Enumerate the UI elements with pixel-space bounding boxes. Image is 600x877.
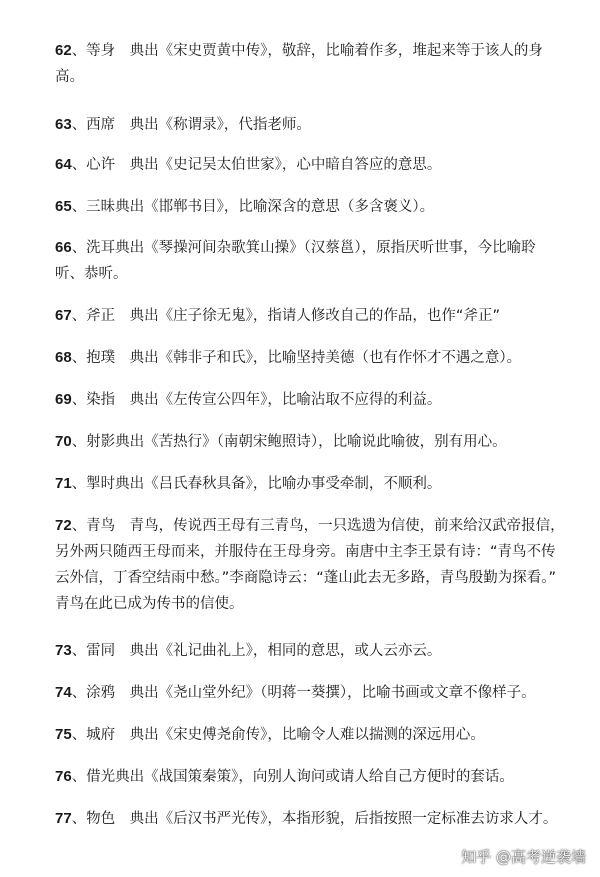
entry-text: 、三昧典出《邯郸书目》，比喻深含的意思（多含褒义）。 (71, 199, 435, 215)
entry-text: 、染指 典出《左传宣公四年》，比喻沾取不应得的利益。 (71, 392, 442, 408)
entry-62 (55, 38, 555, 90)
entry-line (55, 513, 565, 539)
entry-number: 67 (55, 307, 72, 324)
entry-line (55, 764, 555, 790)
entry-line (55, 235, 555, 261)
entry-text: 、抱璞 典出《韩非子和氏》，比喻坚持美德（也有作怀才不遇之意）。 (71, 350, 522, 366)
entry-text: 、雷同 典出《礼记曲礼上》，相同的意思，或人云亦云。 (71, 643, 442, 659)
entry-line (55, 345, 555, 371)
entry-number: 73 (55, 642, 72, 659)
entry-line (55, 429, 555, 455)
entry-line (55, 387, 555, 413)
entry-text: 、心许 典出《史记吴太伯世家》，心中暗自答应的意思。 (71, 157, 442, 173)
entry-70 (55, 429, 555, 455)
entry-text: 青鸟在此已成为传书的信使。 (55, 596, 244, 612)
entry-73 (55, 638, 555, 664)
entry-number: 76 (55, 768, 72, 785)
entry-number: 68 (55, 349, 72, 366)
entry-text: 、等身 典出《宋史贾黄中传》，敬辞，比喻着作多，堆起来等于该人的身 (71, 43, 543, 59)
entry-text: 、城府 典出《宋史傅尧俞传》，比喻令人难以揣测的深远用心。 (71, 727, 485, 743)
entry-line (55, 680, 555, 706)
entry-number: 72 (55, 517, 72, 534)
entry-text: 、西席 典出《称谓录》，代指老师。 (71, 117, 311, 133)
entry-number: 65 (55, 198, 72, 215)
entry-number: 74 (55, 684, 72, 701)
entry-69 (55, 387, 555, 413)
entry-number: 63 (55, 116, 72, 133)
entry-text: 、掣时典出《吕氏春秋具备》，比喻办事受牵制，不顺利。 (71, 476, 442, 492)
entry-65 (55, 194, 555, 220)
entry-text: 听、恭听。 (55, 266, 128, 282)
entry-text: 、涂鸦 典出《尧山堂外纪》（明蒋一葵撰），比喻书画或文章不像样子。 (71, 685, 536, 701)
entry-72 (55, 513, 565, 617)
entry-text: 另外两只随西王母而来，并服侍在王母身旁。南唐中主李王景有诗：“青鸟不传 (55, 544, 556, 560)
entry-text: 、物色 典出《后汉书严光传》，本指形貌，后指按照一定标准去访求人才。 (71, 811, 558, 827)
entry-75 (55, 722, 555, 748)
entry-text: 、斧正 典出《庄子徐无鬼》，指请人修改自己的作品，也作“斧正” (71, 308, 500, 324)
entry-line (55, 303, 555, 329)
entry-text: 云外信，丁香空结雨中愁。”李商隐诗云：“蓬山此去无多路，青鸟殷勤为探看。” (55, 570, 557, 586)
entry-67 (55, 303, 555, 329)
entry-line (55, 806, 558, 832)
entry-number: 70 (55, 433, 72, 450)
watermark: 知乎 @高考逆袭墙 (461, 848, 586, 866)
entry-number: 69 (55, 391, 72, 408)
entry-text: 、青鸟 青鸟，传说西王母有三青鸟，一只选遗为信使，前来给汉武帝报信， (71, 518, 565, 534)
entry-text: 、借光典出《战国策秦策》，向别人询问或请人给自己方便时的套话。 (71, 769, 514, 785)
entry-number: 62 (55, 42, 72, 59)
entry-text: 、洗耳典出《琴操河间杂歌箕山操》（汉蔡邕），原指厌听世事，今比喻聆 (71, 240, 536, 256)
entry-71 (55, 471, 555, 497)
entry-number: 77 (55, 810, 72, 827)
entry-line (55, 638, 555, 664)
entry-number: 71 (55, 475, 72, 492)
entry-line (55, 194, 555, 220)
entry-text: 、射影典出《苦热行》（南朝宋鲍照诗），比喻说此喻彼，别有用心。 (71, 434, 507, 450)
entry-line (55, 722, 555, 748)
entry-77 (55, 806, 558, 832)
entry-76 (55, 764, 555, 790)
entry-line (55, 152, 555, 178)
entry-text: 高。 (55, 69, 84, 85)
entry-line (55, 38, 555, 64)
entry-line (55, 112, 555, 138)
entry-63 (55, 112, 555, 138)
entry-line (55, 471, 555, 497)
entry-74 (55, 680, 555, 706)
entry-number: 75 (55, 726, 72, 743)
entry-number: 66 (55, 239, 72, 256)
entry-68 (55, 345, 555, 371)
entry-64 (55, 152, 555, 178)
entry-number: 64 (55, 156, 72, 173)
entry-66 (55, 235, 555, 287)
